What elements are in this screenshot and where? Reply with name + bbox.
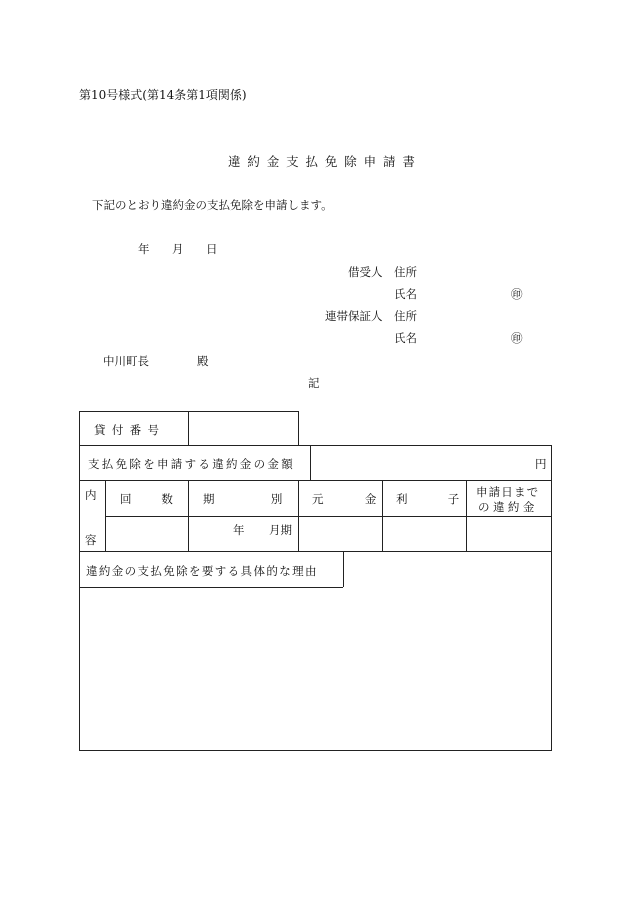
- page-title: 違約金支払免除申請書: [228, 154, 422, 169]
- yen-label: 円: [535, 457, 547, 471]
- amount-label: 支払免除を申請する違約金の金額: [88, 457, 295, 471]
- guarantor-label: 連帯保証人: [325, 309, 383, 323]
- guarantor-seal: ㊞: [511, 331, 523, 345]
- intro-text: 下記のとおり違約金の支払免除を申請します。: [92, 198, 333, 212]
- col-principal-header: 元金: [312, 492, 418, 506]
- date-month-label: 月: [172, 242, 184, 256]
- col-penalty-header-line2: の違約金: [478, 500, 538, 514]
- reason-label: 違約金の支払免除を要する具体的な理由: [86, 564, 318, 578]
- contents-label-bottom: 容: [85, 533, 97, 547]
- addressee-honorific: 殿: [197, 354, 209, 368]
- guarantor-name-label: 氏名: [394, 331, 417, 345]
- borrower-address-label: 住所: [394, 265, 417, 279]
- period-month-label: 月期: [269, 523, 292, 537]
- loan-number-label: 貸付番号: [94, 423, 166, 437]
- col-period-header: 期別: [203, 492, 339, 506]
- col-penalty-header-line1: 申請日まで: [476, 485, 540, 499]
- period-year-label: 年: [233, 523, 245, 537]
- ki-label: 記: [308, 376, 320, 390]
- borrower-label: 借受人: [348, 265, 383, 279]
- contents-label-top: 内: [85, 488, 97, 502]
- date-day-label: 日: [206, 242, 218, 256]
- guarantor-address-label: 住所: [394, 309, 417, 323]
- date-year-label: 年: [138, 242, 150, 256]
- col-interest-header: 利子: [396, 492, 500, 506]
- borrower-name-label: 氏名: [394, 287, 417, 301]
- col-times-header: 回数: [120, 492, 203, 506]
- addressee-name: 中川町長: [103, 354, 149, 368]
- borrower-seal: ㊞: [511, 287, 523, 301]
- form-number: 第10号様式(第14条第1項関係): [79, 88, 247, 102]
